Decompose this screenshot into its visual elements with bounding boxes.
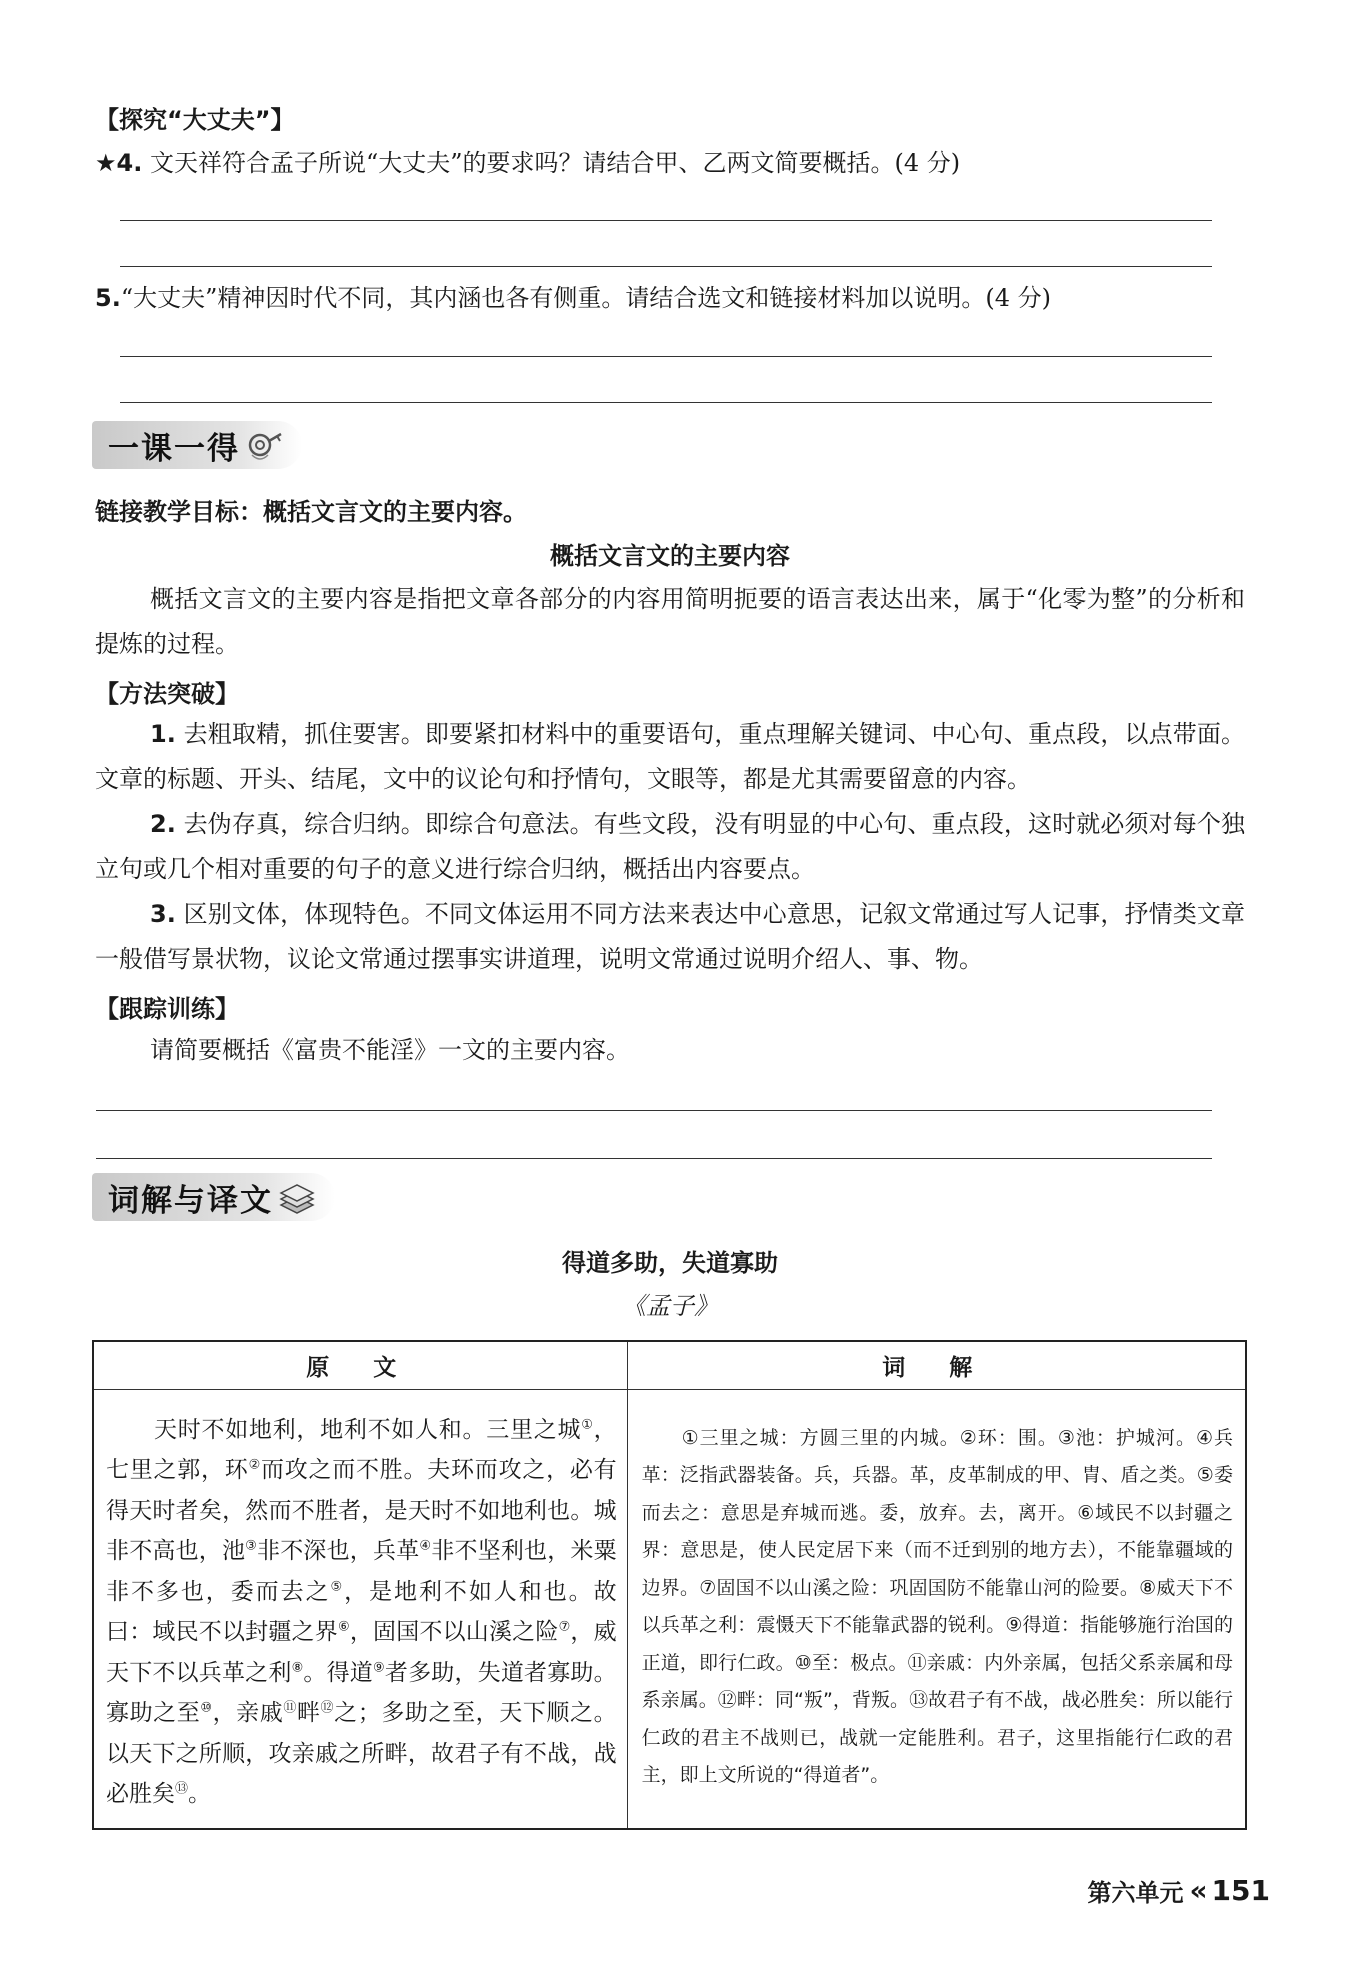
passage-segment: ，威天下不以兵革之利 [106, 1619, 617, 1686]
footnote-marker: ⑫ [320, 1700, 335, 1716]
question-4-text: 文天祥符合孟子所说“大丈夫”的要求吗？请结合甲、乙两文简要概括。(4 分) [149, 149, 961, 177]
teaching-goal: 链接教学目标：概括文言文的主要内容。 [95, 498, 527, 526]
original-text [94, 1390, 627, 1825]
footnote-marker: ① [581, 1416, 594, 1432]
passage-segment: 天时不如地利，地利不如人和。三里之城 [154, 1416, 582, 1443]
method-heading: 【方法突破】 [95, 680, 239, 708]
lesson-intro: 概括文言文的主要内容是指把文章各部分的内容用简明扼要的语言表达出来，属于“化零为整”的分析和提炼的过程。 [95, 585, 1245, 658]
method-number: 1. [150, 720, 176, 748]
tab-background [92, 421, 302, 469]
passage-segment: 而攻之而不胜。夫环而攻之，必有得天时者矣，然而不胜者，是天时不如地利也。城非不高也，池 [106, 1457, 617, 1564]
answer-line[interactable] [120, 402, 1212, 403]
unit-label: 第六单元 [1087, 1879, 1184, 1907]
footnote-marker: ⑥ [337, 1619, 350, 1635]
chevron-left-icon: « [1189, 1874, 1204, 1907]
passage-segment: ，是地利不如人和也。故曰：域民不以封疆之界 [106, 1578, 617, 1645]
star-icon: ★ [95, 149, 117, 177]
lesson-title: 概括文言文的主要内容 [550, 542, 790, 570]
method-item-2 [95, 802, 1245, 892]
passage-segment: 。 [188, 1781, 212, 1807]
books-icon [277, 1177, 317, 1217]
lesson-gain-tab [92, 418, 302, 472]
tab-title: 一课一得 [108, 430, 240, 467]
passage-title: 得道多助，失道寡助 [562, 1249, 778, 1277]
question-5-number: 5. [95, 284, 121, 312]
practice-heading: 【跟踪训练】 [95, 995, 239, 1023]
question-4 [95, 148, 960, 178]
footnote-marker: ⑬ [175, 1781, 189, 1797]
method-text: 去粗取精，抓住要害。即要紧扣材料中的重要语句，重点理解关键词、中心句、重点段，以点带面。文章的标题、开头、结尾，文中的议论句和抒情句，文眼等，都是尤其需要留意的内容。 [95, 720, 1245, 793]
footnote-marker: ⑧ [291, 1659, 304, 1675]
question-5-text: “大丈夫”精神因时代不同，其内涵也各有侧重。请结合选文和链接材料加以说明。(4 分) [120, 284, 1051, 312]
footnote-marker: ④ [419, 1538, 432, 1554]
footnote-marker: ② [248, 1457, 261, 1473]
passage-segment: 。得道 [303, 1659, 374, 1686]
passage-segment: 非不深也，兵革 [257, 1538, 420, 1564]
tab-background [92, 1173, 335, 1221]
method-text: 去伪存真，综合归纳。即综合句意法。有些文段，没有明显的中心句、重点段，这时就必须对每个独立句或几个相对重要的句子的意义进行综合归纳，概括出内容要点。 [95, 810, 1245, 883]
translation-table [92, 1340, 1247, 1830]
question-4-number: 4. [116, 149, 143, 177]
answer-line[interactable] [96, 1110, 1212, 1111]
passage-segment: 非不坚利也，米粟非不多也，委而去之 [106, 1538, 617, 1605]
page-number: 151 [1211, 1874, 1270, 1907]
passage-segment: ，固国不以山溪之险 [349, 1619, 559, 1645]
method-item-1 [95, 712, 1245, 802]
answer-line[interactable] [96, 1158, 1212, 1159]
method-item-3 [95, 892, 1245, 982]
page-footer [1087, 1873, 1270, 1908]
footnote-marker: ⑩ [200, 1700, 213, 1716]
passage-source: 《孟子》 [622, 1292, 718, 1320]
passage-segment: 者多助，失道者寡助。寡助之至 [106, 1659, 617, 1726]
translation-tab [92, 1170, 335, 1224]
footnote-marker: ⑤ [330, 1578, 345, 1594]
passage-segment: 之；多助之至，天下顺之。以天下之所顺，攻亲戚之所畔，故君子有不战，战必胜矣 [106, 1700, 617, 1807]
footnote-marker: ⑨ [373, 1659, 385, 1675]
answer-line[interactable] [120, 220, 1212, 221]
passage-segment: ，亲戚 [212, 1700, 284, 1726]
column-header-original: 原 文 [93, 1341, 627, 1389]
answer-line[interactable] [120, 356, 1212, 357]
method-text: 区别文体，体现特色。不同文体运用不同方法来表达中心意思，记叙文常通过写人记事，抒情类文章一般借写景状物，议论文常通过摆事实讲道理，说明文常通过说明介绍人、事、物。 [95, 900, 1245, 973]
column-header-gloss: 词 解 [627, 1341, 1246, 1389]
method-number: 3. [150, 900, 176, 928]
method-number: 2. [150, 810, 176, 838]
answer-line[interactable] [120, 266, 1212, 267]
gloss-text: ①三里之城：方圆三里的内城。②环：围。③池：护城河。④兵革：泛指武器装备。兵，兵器。革，皮革制成的甲、胄、盾之类。⑤委而去之：意思是弃城而逃。委，放弃。去，离开。⑥域民不以封疆之界：意思是，使人民定居下来（而不迁到别的地方去），不能靠疆域的边界。⑦固国不以山溪之险：巩固国防不能靠山河的险要。⑧威天下不以兵革之利：震慑天下不能靠武器的锐利。⑨得道：指能够施行治国的正道，即行仁政。⑩至：极点。⑪亲戚：内外亲属，包括父系亲属和母系亲属。⑫畔：同“叛”，背叛。⑬故君子有不战，战必胜矣：所以能行仁政的君主不战则已，战就一定能胜利。君子，这里指能行仁政的君主，即上文所说的“得道者”。 [641, 1426, 1233, 1786]
footnote-marker: ③ [245, 1538, 258, 1554]
passage-segment: 畔 [296, 1700, 321, 1726]
question-5 [95, 283, 1051, 313]
passage-segment: ，七里之郭，环 [106, 1416, 617, 1483]
key-lock-icon [244, 425, 284, 465]
practice-text: 请简要概括《富贵不能淫》一文的主要内容。 [150, 1036, 630, 1064]
footnote-marker: ⑦ [558, 1619, 571, 1635]
footnote-marker: ⑪ [283, 1700, 297, 1716]
explore-heading: 【探究“大丈夫”】 [95, 106, 295, 134]
tab-title: 词解与译文 [108, 1182, 273, 1219]
